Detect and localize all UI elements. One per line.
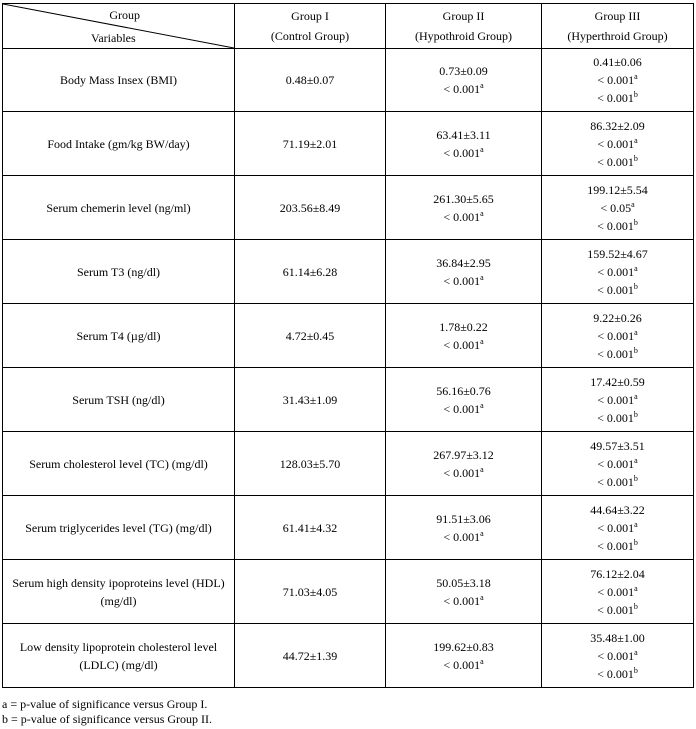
group-3-cell [542,304,694,368]
header-group-1-subtitle: (Control Group) [270,29,350,43]
table-row [3,560,694,624]
group-2-cell [386,560,542,624]
group-2-cell [386,432,542,496]
group-3-p-value-b: < 0.001$^b$ [597,281,638,297]
variable-label: Serum T4 (µg/dl) [3,304,235,368]
sup-a: a [634,135,638,145]
header-group-3-title: Group III [594,9,641,23]
group-2-cell [386,49,542,112]
variable-label: Serum triglycerides level (TG) (mg/dl) [3,496,235,560]
group-3-p-value-b: < 0.001$^b$ [597,90,638,105]
sup-a: a [634,455,638,465]
group-3-p-value-b: < 0.001$^b$ [597,153,638,169]
table-row [3,49,694,112]
group-2-p-value: < 0.001$^a$ [443,464,484,480]
table-row [3,176,694,240]
sup-a: a [480,656,484,666]
group-1-value: 61.14±6.28 [282,264,338,279]
group-2-value: 267.97±3.12 [433,447,494,462]
group-3-cell [542,624,694,688]
group-3-p-value-b: < 0.001$^b$ [597,217,638,233]
group-3-cell [542,368,694,432]
sup-a: a [480,208,484,218]
group-2-value: 1.78±0.22 [439,319,488,334]
group-1-value: 128.03±5.70 [279,456,341,471]
header-group-2-title: Group II [442,9,485,23]
group-1-cell [235,240,386,304]
footnote-a: a = p-value of significance versus Group I. [2,697,208,711]
group-2-p-value: < 0.001$^a$ [443,528,484,544]
variable-label: Serum cholesterol level (TC) (mg/dl) [3,432,235,496]
group-2-p-value: < 0.001$^a$ [443,592,484,608]
group-3-p-value-b: < 0.001$^b$ [597,601,638,617]
group-2-cell [386,240,542,304]
header-group-1-title: Group I [291,9,329,23]
group-1-cell [235,49,386,112]
group-3-p-value-a: < 0.001$^a$ [597,519,638,535]
table-row [3,368,694,432]
group-3-value: 44.64±3.22 [590,502,645,517]
group-1-cell [235,176,386,240]
table-row [3,112,694,176]
group-2-p-value: < 0.001$^a$ [443,144,484,160]
group-1-cell [235,304,386,368]
sup-b: b [633,217,638,227]
group-2-cell [386,112,542,176]
header-group-2 [386,4,542,49]
sup-a: a [480,400,484,410]
corner-variables-label: Variables [91,31,136,45]
group-2-p-value: < 0.001$^a$ [443,336,484,352]
group-1-cell [235,112,386,176]
sup-a: a [631,199,635,209]
table-row [3,496,694,560]
group-3-p-value-a: < 0.001$^a$ [597,327,638,343]
group-2-cell [386,304,542,368]
results-table [2,3,694,688]
group-1-value: 0.48±0.07 [285,73,335,87]
group-3-p-value-a: < 0.001$^a$ [597,135,638,151]
sup-a: a [634,391,638,401]
variable-label: Serum T3 (ng/dl) [3,240,235,304]
header-group-3 [542,4,694,49]
table-row [3,432,694,496]
sup-a: a [634,647,638,657]
sup-b: b [633,537,638,547]
sup-a: a [634,519,638,529]
sup-b: b [633,409,638,419]
group-3-p-value-b: < 0.001$^b$ [597,345,638,361]
footnote-b: b = p-value of significance versus Group II. [2,712,213,726]
sup-a: a [634,327,638,337]
group-3-p-value-b: < 0.001$^b$ [597,473,638,489]
group-3-cell [542,176,694,240]
group-2-p-value: < 0.001$^a$ [443,208,484,224]
group-1-cell [235,432,386,496]
group-1-cell [235,560,386,624]
group-3-p-value-b: < 0.001$^b$ [597,665,638,681]
sup-a: a [634,72,638,81]
group-2-value: 0.73±0.09 [439,64,488,78]
group-3-p-value-a: < 0.001$^a$ [597,263,638,279]
variable-label: Low density lipoprotein cholesterol level (LDLC) (mg/dl) [3,624,235,688]
variable-label: Food Intake (gm/kg BW/day) [3,112,235,176]
group-2-cell [386,624,542,688]
sup-a: a [480,592,484,602]
sup-b: b [633,345,638,355]
sup-a: a [480,81,484,90]
corner-group-label: Group [109,8,140,22]
table-row [3,304,694,368]
group-3-value: 159.52±4.67 [587,246,648,261]
group-1-value: 203.56±8.49 [279,200,341,215]
group-2-value: 261.30±5.65 [433,191,494,206]
header-group-3-subtitle: (Hyperthroid Group) [567,29,668,43]
group-3-cell [542,240,694,304]
group-3-cell [542,560,694,624]
group-2-p-value: < 0.001$^a$ [443,81,484,96]
group-2-p-value: < 0.001$^a$ [443,272,484,288]
group-3-value: 9.22±0.26 [593,310,642,325]
group-3-p-value-b: < 0.001$^b$ [597,409,638,425]
group-2-value: 91.51±3.06 [436,511,491,526]
group-2-cell [386,496,542,560]
group-3-cell [542,49,694,112]
header-group-1 [235,4,386,49]
variable-label: Serum chemerin level (ng/ml) [3,176,235,240]
group-1-value: 61.41±4.32 [282,520,338,535]
sup-b: b [633,90,638,99]
group-1-cell [235,368,386,432]
group-2-cell [386,176,542,240]
group-3-cell [542,432,694,496]
sup-a: a [634,263,638,273]
group-2-value: 56.16±0.76 [436,383,491,398]
group-3-value: 49.57±3.51 [590,438,645,453]
sup-b: b [633,473,638,483]
corner-header-cell [3,4,235,49]
sup-b: b [633,665,638,675]
header-group-2-subtitle: (Hypothroid Group) [415,29,512,43]
variable-label: Body Mass Insex (BMI) [3,49,235,112]
sup-b: b [633,281,638,291]
group-2-cell [386,368,542,432]
group-2-p-value: < 0.001$^a$ [443,656,484,672]
sup-a: a [480,464,484,474]
sup-a: a [480,272,484,282]
group-1-cell [235,496,386,560]
header-row [3,4,694,49]
group-2-value: 63.41±3.11 [436,127,491,142]
group-3-value: 199.12±5.54 [587,182,648,197]
group-3-p-value-a: < 0.05$^a$ [600,199,635,215]
group-3-p-value-a: < 0.001$^a$ [597,647,638,663]
variable-label: Serum TSH (ng/dl) [3,368,235,432]
group-2-value: 199.62±0.83 [433,639,494,654]
group-3-p-value-a: < 0.001$^a$ [597,455,638,471]
group-3-value: 76.12±2.04 [590,566,645,581]
footnotes [2,697,212,727]
group-2-p-value: < 0.001$^a$ [443,400,484,416]
group-3-p-value-a: < 0.001$^a$ [597,391,638,407]
variable-label: Serum high density ipoproteins level (HDL) (mg/dl) [3,560,235,624]
group-1-value: 71.19±2.01 [282,136,338,151]
table-row [3,624,694,688]
sup-a: a [480,336,484,346]
group-3-cell [542,496,694,560]
group-3-p-value-a: < 0.001$^a$ [597,72,638,87]
group-3-cell [542,112,694,176]
group-2-value: 50.05±3.18 [436,575,491,590]
group-1-value: 44.72±1.39 [282,648,338,663]
sup-a: a [634,583,638,593]
group-1-value: 31.43±1.09 [282,392,338,407]
sup-a: a [480,528,484,538]
sup-a: a [480,144,484,154]
group-2-value: 36.84±2.95 [436,255,491,270]
group-1-value: 71.03±4.05 [282,584,338,599]
group-3-p-value-a: < 0.001$^a$ [597,583,638,599]
group-3-value: 35.48±1.00 [590,630,645,645]
group-1-value: 4.72±0.45 [285,328,335,343]
group-3-value: 0.41±0.06 [593,55,642,69]
sup-b: b [633,601,638,611]
group-1-cell [235,624,386,688]
group-3-value: 17.42±0.59 [590,374,645,389]
table-row [3,240,694,304]
group-3-p-value-b: < 0.001$^b$ [597,537,638,553]
group-3-value: 86.32±2.09 [590,118,645,133]
sup-b: b [633,153,638,163]
